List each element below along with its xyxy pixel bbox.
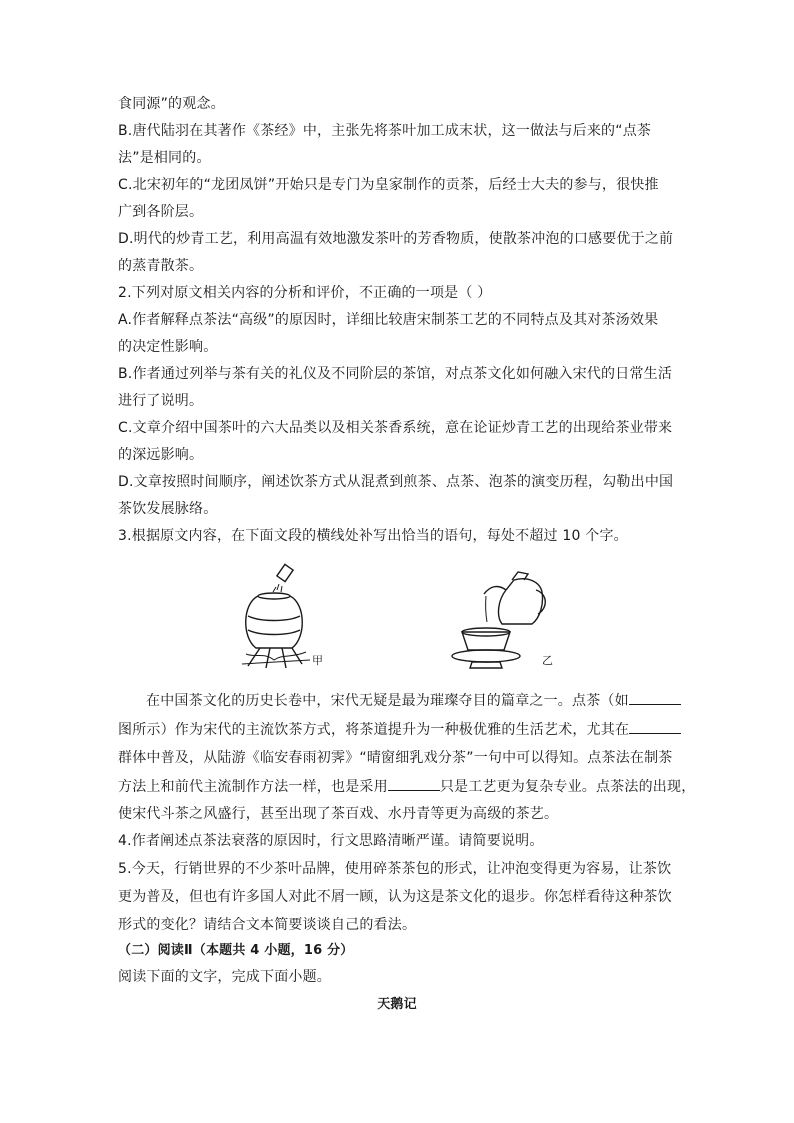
- answer-blank-1[interactable]: [629, 690, 681, 705]
- bowl-saucer: [452, 650, 520, 662]
- passage-line3: 群体中普及，从陆游《临安春雨初霁》“晴窗细乳戏分茶”一句中可以得知。点茶法在制茶: [118, 750, 673, 766]
- ewer-body: [499, 579, 543, 624]
- passage-line4: [118, 776, 695, 797]
- question-2: 2.下列对原文相关内容的分析和评价，不正确的一项是（ ）: [118, 285, 492, 301]
- article-title: 天鹅记: [377, 997, 417, 1012]
- label-jia: 甲: [312, 654, 323, 667]
- q2-option-b-line1: B.作者通过列举与茶有关的礼仪及不同阶层的茶馆，对点茶文化如何融入宋代的日常生活: [118, 366, 673, 382]
- option-d-line1: D.明代的炒青工艺，利用高温有效地激发茶叶的芳香物质，使散茶冲泡的口感要优于之前: [118, 231, 674, 247]
- text-line: 食同源”的观念。: [118, 96, 225, 112]
- answer-blank-3[interactable]: [388, 776, 440, 791]
- passage-text: 只是工艺更为复杂专业。点茶法的出现，: [439, 779, 696, 795]
- option-c-line1: C.北宋初年的“龙团凤饼”开始只是专门为皇家制作的贡茶，后经士大夫的参与，很快推: [118, 177, 659, 193]
- passage-text: 在中国茶文化的历史长卷中，宋代无疑是最为璀璨夺目的篇章之一。点茶（如: [146, 693, 629, 709]
- tea-canister-icon: [277, 564, 293, 581]
- illustration-jia: [242, 564, 310, 668]
- passage-line2: [118, 719, 681, 740]
- passage-line5: 使宋代斗茶之风盛行，甚至出现了茶百戏、水丹青等更为高级的茶艺。: [118, 806, 559, 822]
- q2-option-a-line1: A.作者解释点茶法“高级”的原因时，详细比较唐宋制茶工艺的不同特点及其对茶汤效果: [118, 312, 659, 328]
- passage-text: 图所示）作为宋代的主流饮茶方式，将茶道提升为一种极优雅的生活艺术，尤其在: [118, 722, 630, 738]
- q2-option-c-line2: 的深远影响。: [118, 447, 204, 463]
- q2-option-b-line2: 进行了说明。: [118, 393, 204, 409]
- option-c-line2: 广到各阶层。: [118, 204, 204, 220]
- label-yi: 乙: [542, 654, 553, 667]
- question-5-line3: 形式的变化？请结合文本简要谈谈自己的看法。: [118, 917, 417, 933]
- tea-illustration: [236, 560, 576, 680]
- q2-option-d-line2: 茶饮发展脉络。: [118, 501, 218, 517]
- pot-mouth: [258, 593, 290, 599]
- firewood: [248, 648, 302, 668]
- pot-body: [246, 596, 303, 648]
- illustration-yi: [452, 572, 545, 668]
- option-d-line2: 的蒸青散茶。: [118, 258, 204, 274]
- passage-text: 方法上和前代主流制作方法一样，也是采用: [118, 779, 388, 795]
- answer-blank-2[interactable]: [629, 719, 681, 734]
- question-3: 3.根据原文内容，在下面文段的横线处补写出恰当的语句，每处不超过 10 个字。: [118, 528, 628, 544]
- ewer-spout: [484, 587, 506, 594]
- question-5-line2: 更为普及，但也有许多国人对此不屑一顾，认为这是茶文化的退步。你怎样看待这种茶饮: [118, 889, 672, 905]
- option-b-line2: 法”是相同的。: [118, 150, 211, 166]
- section-heading: （二）阅读Ⅱ（本题共 4 小题，16 分）: [118, 943, 354, 958]
- option-b-line1: B.唐代陆羽在其著作《茶经》中，主张先将茶叶加工成末状，这一做法与后来的“点茶: [118, 123, 652, 139]
- q2-option-d-line1: D.文章按照时间顺序，阐述饮茶方式从混煮到煎茶、点茶、泡茶的演变历程，勾勒出中国: [118, 474, 674, 490]
- passage-line1: [146, 690, 681, 711]
- question-4: 4.作者阐述点茶法衰落的原因时，行文思路清晰严谨。请简要说明。: [118, 833, 544, 849]
- q2-option-a-line2: 的决定性影响。: [118, 339, 218, 355]
- section-instruction: 阅读下面的文字，完成下面小题。: [118, 969, 331, 985]
- q2-option-c-line1: C.文章介绍中国茶叶的六大品类以及相关茶香系统，意在论证炒青工艺的出现给茶业带来: [118, 420, 673, 436]
- question-5-line1: 5.今天，行销世界的不少茶叶品牌，使用碎茶茶包的形式，让冲泡变得更为容易，让茶饮: [118, 861, 672, 877]
- pour-stream: [486, 596, 487, 622]
